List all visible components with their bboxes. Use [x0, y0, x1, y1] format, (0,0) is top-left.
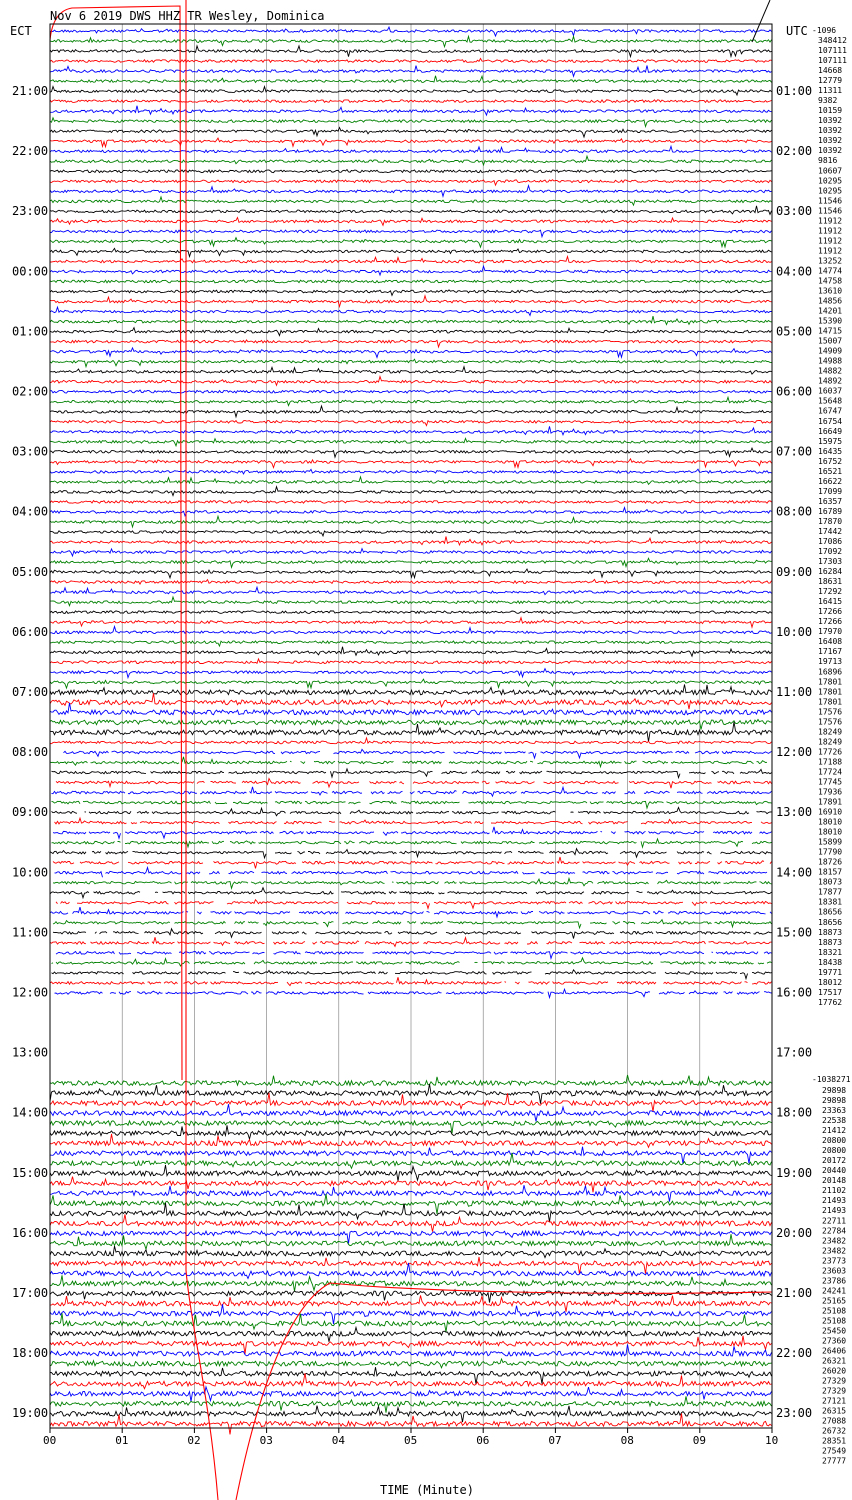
right-hour-label: 19:00 [776, 1165, 813, 1180]
row-value-label: 15648 [818, 396, 843, 406]
row-value-label: 17936 [818, 787, 843, 797]
left-hour-label: 07:00 [12, 685, 49, 699]
row-value-label: 26732 [822, 1426, 847, 1436]
right-hour-label: 08:00 [776, 504, 813, 519]
row-value-label: 13252 [818, 256, 843, 266]
row-value-label: 16789 [818, 506, 843, 516]
row-value-label: 14909 [818, 346, 843, 356]
row-value-label: 17762 [818, 997, 843, 1007]
x-tick-label: 04 [331, 1434, 346, 1447]
first-row-value: -1096 [812, 26, 837, 35]
right-hour-label: 13:00 [776, 805, 813, 820]
row-value-label: 18631 [818, 577, 843, 587]
left-hour-label: 15:00 [12, 1165, 49, 1180]
x-tick-label: 00 [43, 1434, 57, 1447]
row-value-label: 17801 [818, 687, 843, 697]
row-value-label: 16415 [818, 597, 843, 607]
row-value-label: 15899 [818, 837, 843, 847]
row-value-label: 21493 [822, 1206, 847, 1216]
row-value-label: 27088 [822, 1416, 847, 1426]
row-value-label: 23773 [822, 1256, 847, 1266]
right-hour-label: 20:00 [776, 1225, 813, 1240]
row-value-label: 27549 [822, 1446, 847, 1456]
left-hour-label: 01:00 [12, 324, 49, 339]
row-value-label: 16408 [818, 637, 843, 647]
x-tick-label: 05 [404, 1434, 418, 1447]
row-value-label: 21493 [822, 1196, 847, 1206]
row-value-label: 10392 [818, 126, 843, 136]
row-value-label: 29898 [822, 1086, 847, 1095]
row-value-label: 17517 [818, 987, 843, 997]
row-value-label: 24241 [822, 1286, 847, 1296]
row-value-label: 16896 [818, 667, 843, 677]
row-value-label: 10392 [818, 136, 843, 146]
row-value-label: 9816 [818, 156, 838, 166]
right-hour-label: 23:00 [776, 1406, 813, 1421]
row-value-label: 16622 [818, 476, 843, 486]
row-value-label: 20172 [822, 1156, 847, 1166]
row-value-label: 17891 [818, 797, 843, 807]
right-hour-label: 04:00 [776, 264, 813, 279]
right-hour-label: 03:00 [776, 204, 813, 219]
row-value-label: 16357 [818, 496, 843, 506]
row-value-label: 17801 [818, 697, 843, 707]
row-value-label: 18438 [818, 957, 843, 967]
row-value-label: 20148 [822, 1176, 847, 1186]
right-hour-label: 06:00 [776, 384, 813, 399]
row-value-label: 16747 [818, 406, 843, 416]
row-value-label: 17086 [818, 537, 843, 546]
row-value-label: 25108 [822, 1316, 847, 1326]
row-value-label: 14892 [818, 376, 843, 386]
row-value-label: 17188 [818, 757, 843, 767]
left-hour-label: 16:00 [12, 1225, 49, 1240]
row-value-label: 10295 [818, 186, 843, 196]
row-value-label: 22711 [822, 1216, 847, 1226]
left-hour-label: 18:00 [12, 1346, 49, 1361]
right-hour-label: 16:00 [776, 985, 813, 1000]
row-value-label: 14715 [818, 326, 843, 336]
row-value-label: 27777 [822, 1456, 847, 1466]
right-axis-label: UTC [786, 24, 808, 38]
row-value-label: 25165 [822, 1296, 847, 1306]
left-hour-label: 08:00 [12, 745, 49, 760]
right-hour-label: 22:00 [776, 1346, 813, 1361]
row-value-label: 18656 [818, 907, 843, 917]
row-value-label: 10607 [818, 166, 843, 176]
row-value-label: 23363 [822, 1106, 847, 1116]
row-value-label: 17266 [818, 607, 843, 617]
x-tick-label: 07 [548, 1434, 562, 1447]
row-value-label: 11546 [818, 206, 843, 216]
row-value-label: 17292 [818, 587, 843, 597]
row-value-label: 17801 [818, 677, 843, 687]
row-value-label: 16435 [818, 446, 843, 456]
row-value-label: 18381 [818, 897, 843, 907]
row-value-label: 10392 [818, 146, 843, 156]
row-value-label: 11912 [818, 216, 843, 226]
row-value-label: 15390 [818, 316, 843, 326]
row-value-label: 17442 [818, 526, 843, 536]
row-value-label: 17745 [818, 777, 843, 787]
row-value-label: 10295 [818, 176, 843, 186]
row-value-label: 18073 [818, 877, 843, 887]
row-value-label: 14758 [818, 276, 843, 286]
right-hour-label: 21:00 [776, 1286, 813, 1300]
right-hour-label: 14:00 [776, 865, 813, 880]
right-hour-label: 15:00 [776, 925, 813, 940]
row-value-label: 14668 [818, 66, 843, 76]
row-value-label: 17724 [818, 767, 843, 777]
row-value-label: 16649 [818, 426, 843, 436]
row-value-label: 23603 [822, 1266, 847, 1276]
right-hour-label: 07:00 [776, 444, 813, 459]
row-value-label: 18873 [818, 937, 843, 947]
row-value-label: 16037 [818, 386, 843, 396]
row-value-label: 15975 [818, 436, 843, 446]
row-value-label: 27329 [822, 1376, 847, 1386]
left-hour-label: 09:00 [12, 805, 49, 820]
row-value-label: 16284 [818, 567, 843, 577]
row-value-label: 14201 [818, 306, 843, 316]
left-hour-label: 22:00 [12, 144, 49, 159]
row-value-label: 26315 [822, 1406, 847, 1416]
row-value-label: 18249 [818, 727, 843, 737]
row-value-label: 18726 [818, 857, 843, 867]
row-value-label: 11546 [818, 196, 843, 206]
row-value-label: 17092 [818, 547, 843, 557]
row-value-label: 23482 [822, 1246, 847, 1256]
row-value-label: 17266 [818, 617, 843, 627]
right-hour-label: 01:00 [776, 84, 813, 98]
row-value-label: 19713 [818, 657, 843, 667]
row-value-label: 21412 [822, 1126, 847, 1136]
left-hour-label: 03:00 [12, 444, 49, 459]
row-value-label: 20440 [822, 1166, 847, 1176]
row-value-label: 20800 [822, 1146, 847, 1156]
right-hour-label: 11:00 [776, 685, 813, 699]
row-value-label: 18010 [818, 817, 843, 827]
row-value-label: 18321 [818, 947, 843, 957]
row-value-label: 27329 [822, 1386, 847, 1396]
left-hour-label: 21:00 [12, 84, 49, 98]
row-value-label: 14856 [818, 296, 843, 306]
row-value-label: 25108 [822, 1306, 847, 1316]
row-value-label: 17303 [818, 557, 843, 567]
x-tick-label: 09 [692, 1434, 707, 1447]
row-value-label: 27121 [822, 1396, 847, 1406]
gap-row-value: -1038271 [812, 1075, 851, 1084]
row-value-label: 26020 [822, 1366, 847, 1376]
right-hour-label: 17:00 [776, 1045, 813, 1060]
row-value-label: 14988 [818, 356, 843, 366]
row-value-label: 19771 [818, 967, 843, 977]
row-value-label: 23482 [822, 1236, 847, 1246]
x-tick-label: 06 [476, 1434, 490, 1447]
left-hour-label: 17:00 [12, 1286, 49, 1300]
row-value-label: 10159 [818, 106, 843, 116]
row-value-label: 17726 [818, 747, 843, 757]
row-value-label: 21102 [822, 1186, 847, 1196]
row-value-label: 17790 [818, 847, 843, 857]
row-value-label: 13610 [818, 286, 843, 296]
row-value-label: 15007 [818, 336, 843, 346]
row-value-label: 17877 [818, 887, 843, 897]
row-value-label: 25450 [822, 1326, 847, 1336]
x-tick-label: 02 [187, 1434, 201, 1447]
row-value-label: 27360 [822, 1336, 847, 1346]
right-hour-label: 09:00 [776, 564, 813, 579]
row-value-label: 14882 [818, 366, 843, 376]
left-hour-label: 19:00 [12, 1406, 49, 1421]
row-value-label: 22538 [822, 1116, 847, 1126]
row-value-label: 17870 [818, 516, 843, 526]
right-hour-label: 02:00 [776, 144, 813, 159]
row-value-label: 11311 [818, 86, 843, 96]
left-hour-label: 04:00 [12, 504, 49, 519]
right-hour-label: 18:00 [776, 1105, 813, 1120]
left-hour-label: 13:00 [12, 1045, 49, 1060]
right-hour-label: 12:00 [776, 745, 813, 760]
x-axis-label: TIME (Minute) [380, 1483, 474, 1497]
row-value-label: 11912 [818, 246, 843, 256]
right-hour-label: 05:00 [776, 324, 813, 339]
row-value-label: 17576 [818, 707, 843, 717]
row-value-label: 16752 [818, 456, 843, 466]
row-value-label: 17576 [818, 717, 843, 727]
row-value-label: 107111 [818, 56, 847, 66]
row-value-label: 17167 [818, 647, 843, 657]
row-value-label: 20800 [822, 1136, 847, 1146]
row-value-label: 11912 [818, 236, 843, 246]
row-value-label: 18012 [818, 977, 843, 987]
row-value-label: 9382 [818, 96, 838, 106]
row-value-label: 17970 [818, 627, 843, 637]
row-value-label: 12779 [818, 76, 843, 86]
row-value-label: 107111 [818, 46, 847, 56]
row-value-label: 28351 [822, 1436, 847, 1446]
row-value-label: 11912 [818, 226, 843, 236]
left-hour-label: 11:00 [12, 925, 49, 940]
left-hour-label: 05:00 [12, 564, 49, 579]
x-tick-label: 03 [259, 1434, 273, 1447]
x-tick-label: 10 [765, 1434, 779, 1447]
row-value-label: 18656 [818, 917, 843, 927]
row-value-label: 16521 [818, 466, 843, 476]
row-value-label: 18010 [818, 827, 843, 837]
row-value-label: 29898 [822, 1096, 847, 1106]
row-value-label: 17099 [818, 486, 843, 496]
row-value-label: 14774 [818, 266, 843, 276]
x-tick-label: 08 [620, 1434, 634, 1447]
left-hour-label: 23:00 [12, 204, 49, 219]
left-hour-label: 02:00 [12, 384, 49, 399]
row-value-label: 26406 [822, 1346, 847, 1356]
chart-title: Nov 6 2019 DWS HHZ TR Wesley, Dominica [50, 9, 325, 23]
row-value-label: 26321 [822, 1356, 847, 1366]
x-tick-label: 01 [115, 1434, 129, 1447]
left-hour-label: 10:00 [12, 865, 49, 880]
row-value-label: 348412 [818, 36, 847, 45]
left-hour-label: 12:00 [12, 985, 49, 1000]
row-value-label: 22784 [822, 1226, 847, 1236]
row-value-label: 18873 [818, 927, 843, 937]
right-hour-label: 10:00 [776, 624, 813, 639]
row-value-label: 16754 [818, 416, 843, 426]
row-value-label: 18157 [818, 867, 843, 877]
row-value-label: 16910 [818, 807, 843, 817]
left-hour-label: 14:00 [12, 1105, 49, 1120]
left-hour-label: 06:00 [12, 624, 49, 639]
left-axis-label: ECT [10, 24, 32, 38]
row-value-label: 10392 [818, 116, 843, 126]
row-value-label: 18249 [818, 737, 843, 747]
left-hour-label: 00:00 [12, 264, 49, 279]
row-value-label: 23786 [822, 1276, 847, 1286]
